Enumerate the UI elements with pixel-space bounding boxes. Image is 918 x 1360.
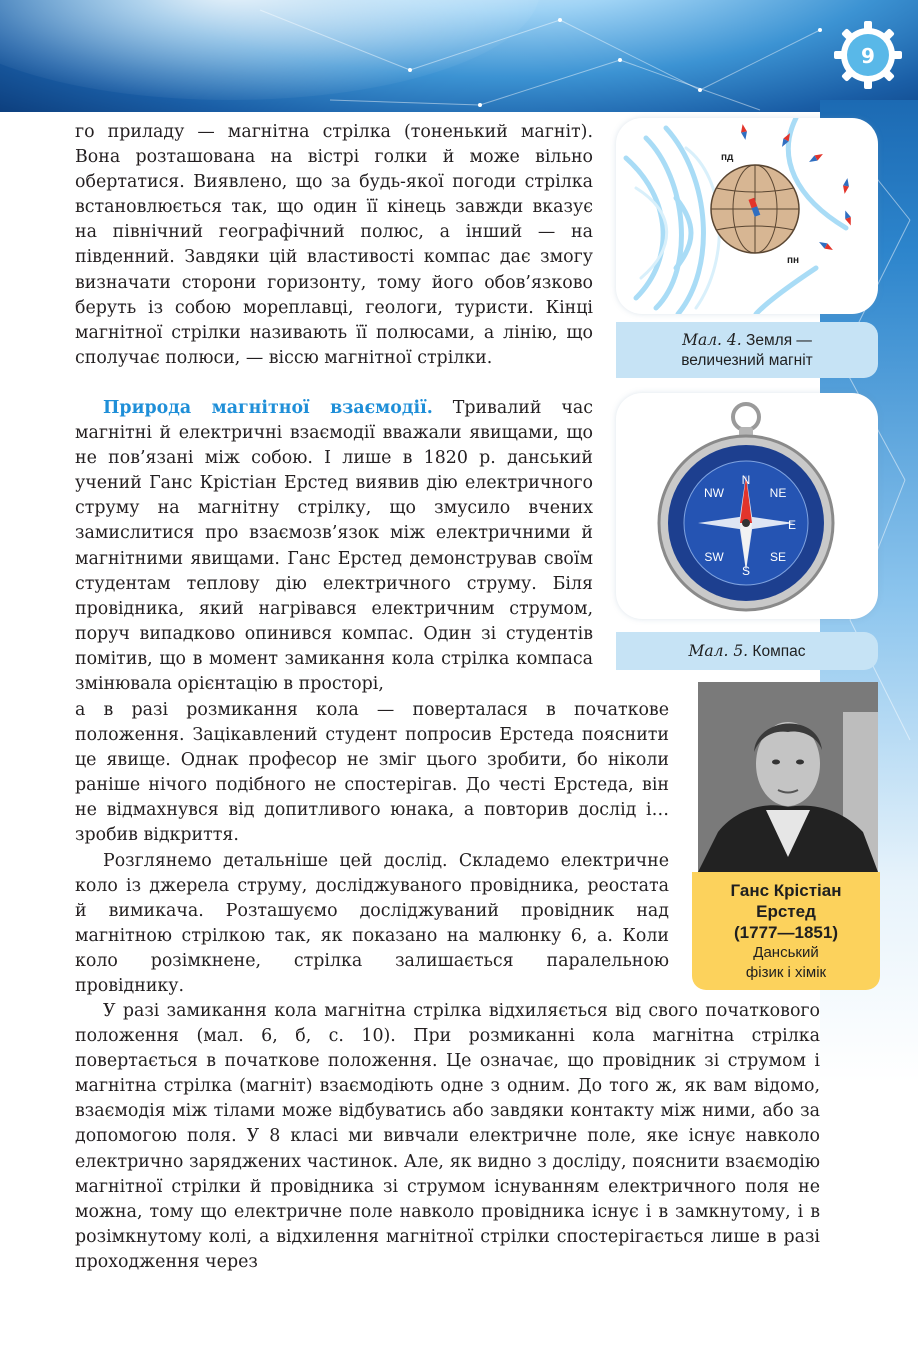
dial-e: E	[787, 518, 797, 532]
figure5-caption-label: Мал. 5.	[688, 642, 749, 660]
portrait-name-line1: Ганс Крістіан	[730, 881, 842, 900]
figure4-caption	[616, 322, 878, 378]
portrait-years: (1777—1851)	[734, 923, 838, 942]
portrait-info-card	[692, 872, 880, 990]
portrait-name-line2: Ерстед	[756, 902, 816, 921]
section-continued	[75, 698, 669, 849]
section-heading: Природа магнітної взаємодії.	[103, 398, 433, 418]
figure4-caption-label: Мал. 4.	[682, 331, 742, 349]
portrait-desc-line2: фізик і хімік	[745, 964, 827, 981]
experiment-text: Розглянемо детальніше цей дослід. Складемо електричне коло із джерела струму, досліджуваного провідника, реостата й вимикача. Розташуємо досліджуваний провідник над магнітною стрілкою так, як показано на малюнку 6, а. Коли коло розімкнене, стрілка залишається паралельною провіднику.	[75, 851, 669, 997]
paragraph-compass	[75, 120, 593, 371]
dial-nw: NW	[704, 486, 724, 500]
paragraph-experiment	[75, 849, 669, 1000]
dial-n: N	[741, 473, 751, 487]
paragraph-text: го приладу — магнітна стрілка (тоненький магніт). Вона розташована на вістрі голки й може вільно обертатися. Виявлено, що за будь-якої погоди стрілка встановлюється так, що один її кінець завжди вказує на північний географічний полюс, а інший — на південний. Завдяки цій властивості компас дає змогу визначати сторони горизонту, тому його обов’язково беруть із собою мореплавці, геологи, туристи. Кінці магнітної стрілки називають її полюсами, а лінію, що сполучає полюси, — віссю магнітної стрілки.	[75, 122, 593, 368]
label-pn: пн	[787, 255, 800, 266]
paragraph-conclusion	[75, 999, 820, 1275]
figure-earth-magnet	[616, 118, 878, 314]
figure5-caption	[616, 632, 878, 670]
figure5-caption-text: Компас	[752, 643, 806, 660]
figure-compass	[616, 393, 878, 619]
dial-sw: SW	[704, 550, 724, 564]
dial-ne: NE	[769, 486, 787, 500]
portrait-oersted	[698, 682, 878, 872]
section-text-narrow: Тривалий час магнітні й електричні взаємодії вважали явищами, що не пов’язані між собою. І лише в 1820 р. данський учений Ганс Крістіан Ерстед виявив дію електричного струму на магнітну стрілку, що змусило вчених замислитися про взаємозв’язок між електричними й магнітними явищами. Ганс Ерстед демонстрував своїм студентам теплову дію електричного струму. Біля провідника, який нагрівався електричним струмом, поруч випадково опинився компас. Один зі студентів помітив, що в момент замикання кола стрілка компаса змінювала орієнтацію в просторі,	[75, 398, 593, 695]
section-magnetic-interaction	[75, 396, 593, 697]
conclusion-text: У разі замикання кола магнітна стрілка відхиляється від свого початкового положення (мал. 6, б, с. 10). При розмиканні кола магнітна стрілка повертається в початкове положення. Це означає, що провідник зі струмом і магнітна стрілка (магніт) взаємодіють одне з одним. До того ж, як вам відомо, взаємодія між тілами може відбуватись або завдяки контакту між ними, або за допомогою поля. У 8 класі ми вивчали електричне поле, яке існує навколо електрично заряджених частинок. Але, як видно з досліду, пояснити взаємодію магнітної стрілки й провідника зі струмом існуванням електричного поля не можна, тому що електричне поле навколо провідника існує і в замкнутому, і в розімкнутому колі, а відхилення магнітної стрілки спостерігається лише в разі проходження через	[75, 1001, 820, 1272]
label-pd: пд	[721, 152, 734, 163]
header-banner	[0, 0, 918, 112]
portrait-image	[698, 682, 878, 872]
figure4-caption-line1: Земля —	[746, 332, 812, 349]
dial-s: S	[741, 564, 751, 578]
page-number: 9	[861, 44, 875, 68]
figure4-caption-line2: величезний магніт	[681, 352, 813, 369]
section-text-wide: а в разі розмикання кола — поверталася в початкове положення. Зацікавлений студент попросив Ерстеда пояснити це явище. Однак професор не зміг цього зробити, бо ніколи раніше нічого подібного не спостерігав. До честі Ерстеда, він не відмахнувся від допитливого юнака, а повторив дослід і… зробив відкриття.	[75, 700, 669, 846]
portrait-desc-line1: Данський	[753, 944, 819, 961]
dial-se: SE	[769, 550, 787, 564]
compass-illustration	[616, 393, 878, 619]
earth-magnet-illustration	[616, 118, 878, 314]
